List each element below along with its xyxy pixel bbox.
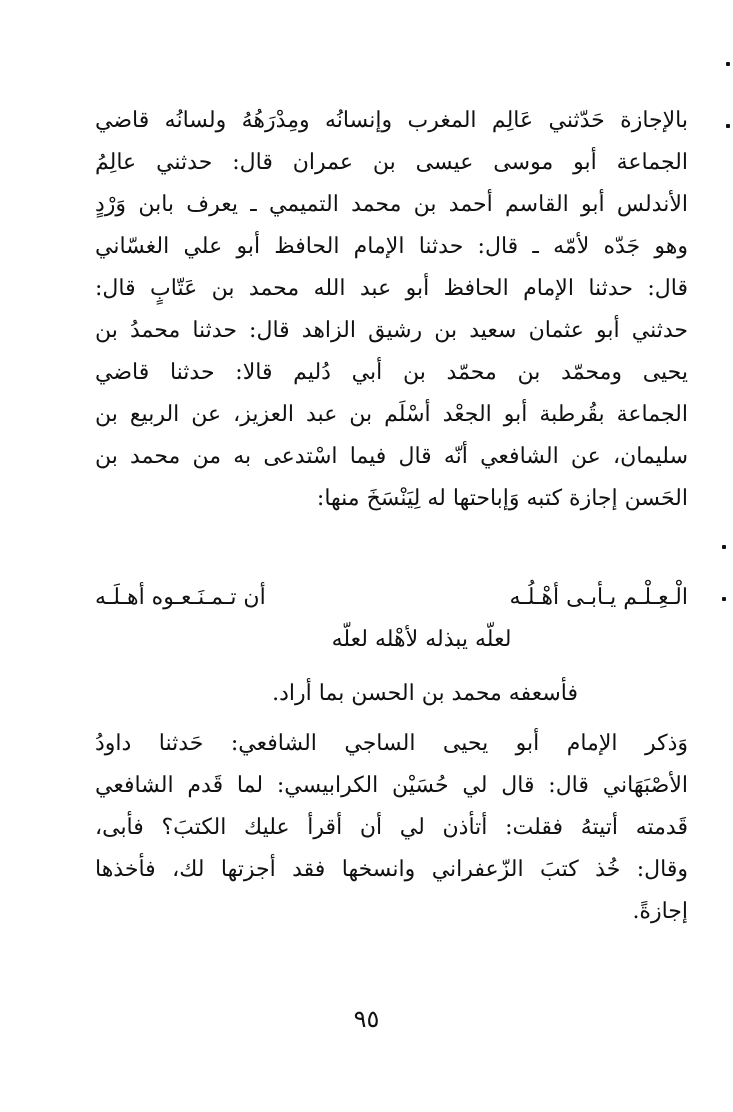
text-line: وقال: خُذ كتبَ الزّعفراني وانسخها فقد أجزتها لك، فأخذها: [95, 857, 688, 882]
text-line: الجماعة بقُرطبة أبو الجعْد أسْلَم بن عبد العزيز، عن الربيع بن: [95, 402, 688, 427]
page-number: ٩٥: [353, 1005, 380, 1033]
text-line: إجازةً.: [632, 899, 688, 924]
text-line: الأندلس أبو القاسم أحمد بن محمد التميمي ـ يعرف بابن وَرْدٍ: [95, 192, 688, 217]
hemistich-left: أن تـمـنَـعـوه أهـلَـه: [95, 585, 266, 610]
text-line: وَذكر الإمام أبو يحيى الساجي الشافعي: حَدثنا داودُ: [95, 731, 688, 756]
text-line: سليمان، عن الشافعي أنّه قال فيما اسْتدعى به من محمد بن: [95, 444, 688, 469]
text-line: وهو جَدّه لأمّه ـ قال: حدثنا الإمام الحافظ أبو علي الغسّاني: [95, 234, 688, 259]
text-line: الأصْبَهَاني قال: قال لي حُسَيْن الكرابيسي: لما قَدم الشافعي: [95, 773, 688, 798]
paragraph-saji: [95, 723, 688, 933]
text-line: حدثني أبو عثمان سعيد بن رشيق الزاهد قال: حدثنا محمدُ بن: [95, 318, 688, 343]
hemistich-right: الْـعِـلْـم يـأبـى أهْـلُـه: [509, 585, 688, 610]
margin-dot: [726, 62, 730, 66]
text-line: يحيى ومحمّد بن محمّد بن أبي دُليم قالا: حدثنا قاضي: [95, 360, 688, 385]
text-line: بالإجازة حَدّثني عَالِم المغرب وإنسانُه ومِدْرَهُهُ ولسانُه قاضي: [95, 108, 688, 133]
margin-dot: [726, 124, 730, 128]
text-line: قال: حدثنا الإمام الحافظ أبو عبد الله محمد بن عَتّابٍ قال:: [95, 276, 688, 301]
text-line: الحَسن إجازة كتبه وَإباحتها له لِيَنْسَخَ منها:: [316, 486, 688, 511]
verse-second-line: لعلّه يبذله لأهْله لعلّه: [331, 627, 512, 652]
text-line: الجماعة أبو موسى عيسى بن عمران قال: حدثني عالِمُ: [95, 150, 688, 175]
verse-first-line: [95, 577, 688, 619]
poem-verse: [95, 577, 688, 661]
paragraph-isnad: [95, 100, 688, 520]
margin-dot: [722, 597, 726, 601]
text-line: قَدمته أتيتهُ فقلت: أتأذن لي أن أقرأ عليك الكتبَ؟ فأبى،: [95, 815, 688, 840]
margin-dot: [722, 545, 726, 549]
closing-line: فأسعفه محمد بن الحسن بما أراد.: [272, 681, 578, 706]
